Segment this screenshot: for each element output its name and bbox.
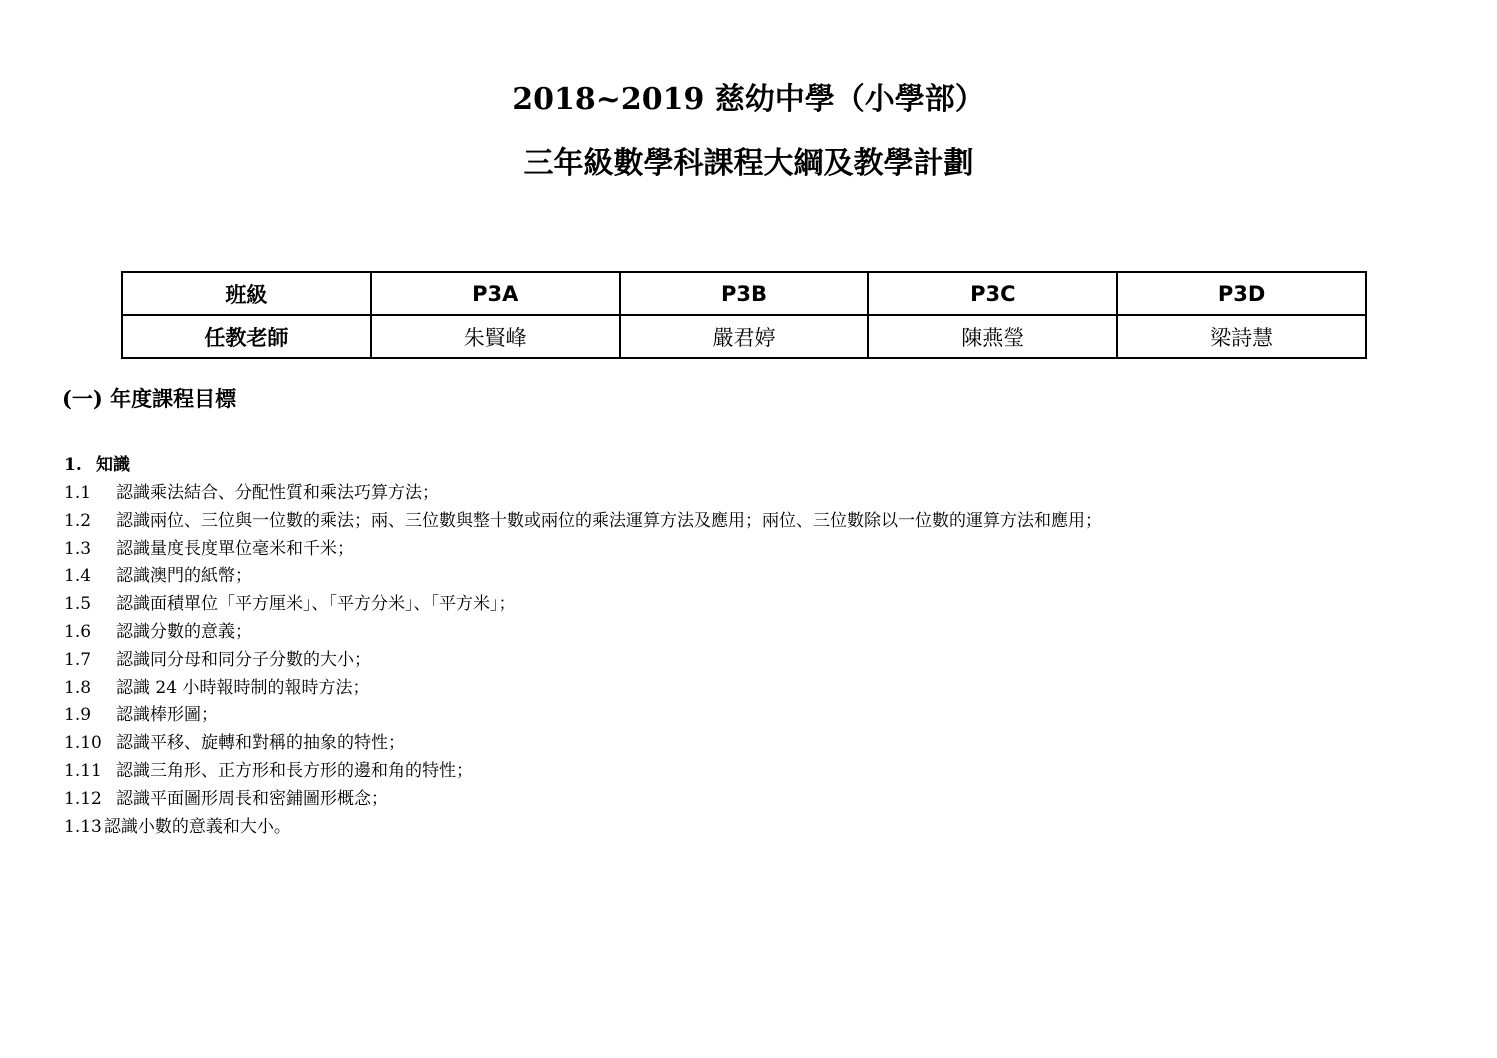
table-cell-teacher: 陳燕瑩: [868, 315, 1117, 358]
list-item-number: 1.12: [64, 788, 102, 809]
list-item-text: 認識分數的意義；: [116, 621, 252, 642]
list-item-text: 認識棒形圖；: [116, 705, 218, 726]
table-cell-teacher: 梁詩慧: [1117, 315, 1366, 358]
list-item-text: 認識同分母和同分子分數的大小；: [116, 649, 371, 670]
list-item: [64, 480, 1102, 508]
list-item: [64, 786, 1102, 814]
list-item-number: 1.11: [64, 760, 102, 781]
list-item-text: 認識面積單位「平方厘米」、「平方分米」、「平方米」；: [116, 594, 516, 615]
document-title: 2018~2019 慈幼中學（小學部）: [512, 82, 985, 117]
list-item-text: 認識乘法結合、分配性質和乘法巧算方法；: [116, 483, 439, 503]
list-item-number: 1.13: [64, 816, 102, 837]
list-item-text: 認識澳門的紙幣；: [116, 566, 252, 587]
list-item: [64, 508, 1102, 536]
knowledge-heading-label: 知識: [96, 455, 130, 475]
section-heading: (一) 年度課程目標: [62, 386, 237, 411]
list-item-text: 認識平面圖形周長和密鋪圖形概念；: [116, 788, 388, 809]
table-cell-class: P3A: [371, 272, 620, 315]
table-row-teachers: [122, 315, 1366, 358]
list-item-text: 認識三角形、正方形和長方形的邊和角的特性；: [116, 760, 473, 781]
knowledge-heading: [64, 453, 130, 477]
list-item-number: 1.3: [64, 538, 92, 559]
list-item-number: 1.9: [64, 705, 92, 726]
table-cell-class: P3C: [868, 272, 1117, 315]
list-item-text: 認識 24 小時報時制的報時方法；: [116, 677, 370, 698]
knowledge-list: [64, 480, 1102, 841]
table-header-teacher: 任教老師: [122, 315, 371, 358]
list-item: [64, 536, 1102, 564]
list-item-text: 認識兩位、三位與一位數的乘法；兩、三位數與整十數或兩位的乘法運算方法及應用；兩位、三位數除以一位數的運算方法和應用；: [116, 510, 1102, 531]
list-item-number: 1.7: [64, 649, 92, 670]
list-item: [64, 563, 1102, 591]
list-item-number: 1.4: [64, 566, 92, 587]
table-cell-teacher: 嚴君婷: [620, 315, 869, 358]
table-header-class: 班級: [122, 272, 371, 315]
list-item: [64, 758, 1102, 786]
list-item: [64, 702, 1102, 730]
table-cell-teacher: 朱賢峰: [371, 315, 620, 358]
table-cell-class: P3B: [620, 272, 869, 315]
list-item: [64, 591, 1102, 619]
class-teacher-table: [121, 271, 1367, 359]
document-subtitle: 三年級數學科課程大綱及教學計劃: [523, 146, 974, 181]
list-item-number: 1.8: [64, 677, 92, 698]
list-item-number: 1.10: [64, 733, 102, 754]
list-item: [64, 619, 1102, 647]
list-item-text: 認識平移、旋轉和對稱的抽象的特性；: [116, 733, 405, 754]
list-item-number: 1.2: [64, 510, 92, 531]
list-item-number: 1.6: [64, 621, 92, 642]
list-item: [64, 675, 1102, 703]
table-row-classes: [122, 272, 1366, 315]
list-item: [64, 730, 1102, 758]
list-item: [64, 814, 1102, 842]
list-item-number: 1.1: [64, 483, 92, 503]
list-item-number: 1.5: [64, 594, 92, 615]
table-cell-class: P3D: [1117, 272, 1366, 315]
knowledge-heading-number: 1.: [64, 455, 82, 475]
list-item-text: 認識小數的意義和大小。: [103, 816, 291, 837]
list-item-text: 認識量度長度單位毫米和千米；: [116, 538, 354, 559]
list-item: [64, 647, 1102, 675]
